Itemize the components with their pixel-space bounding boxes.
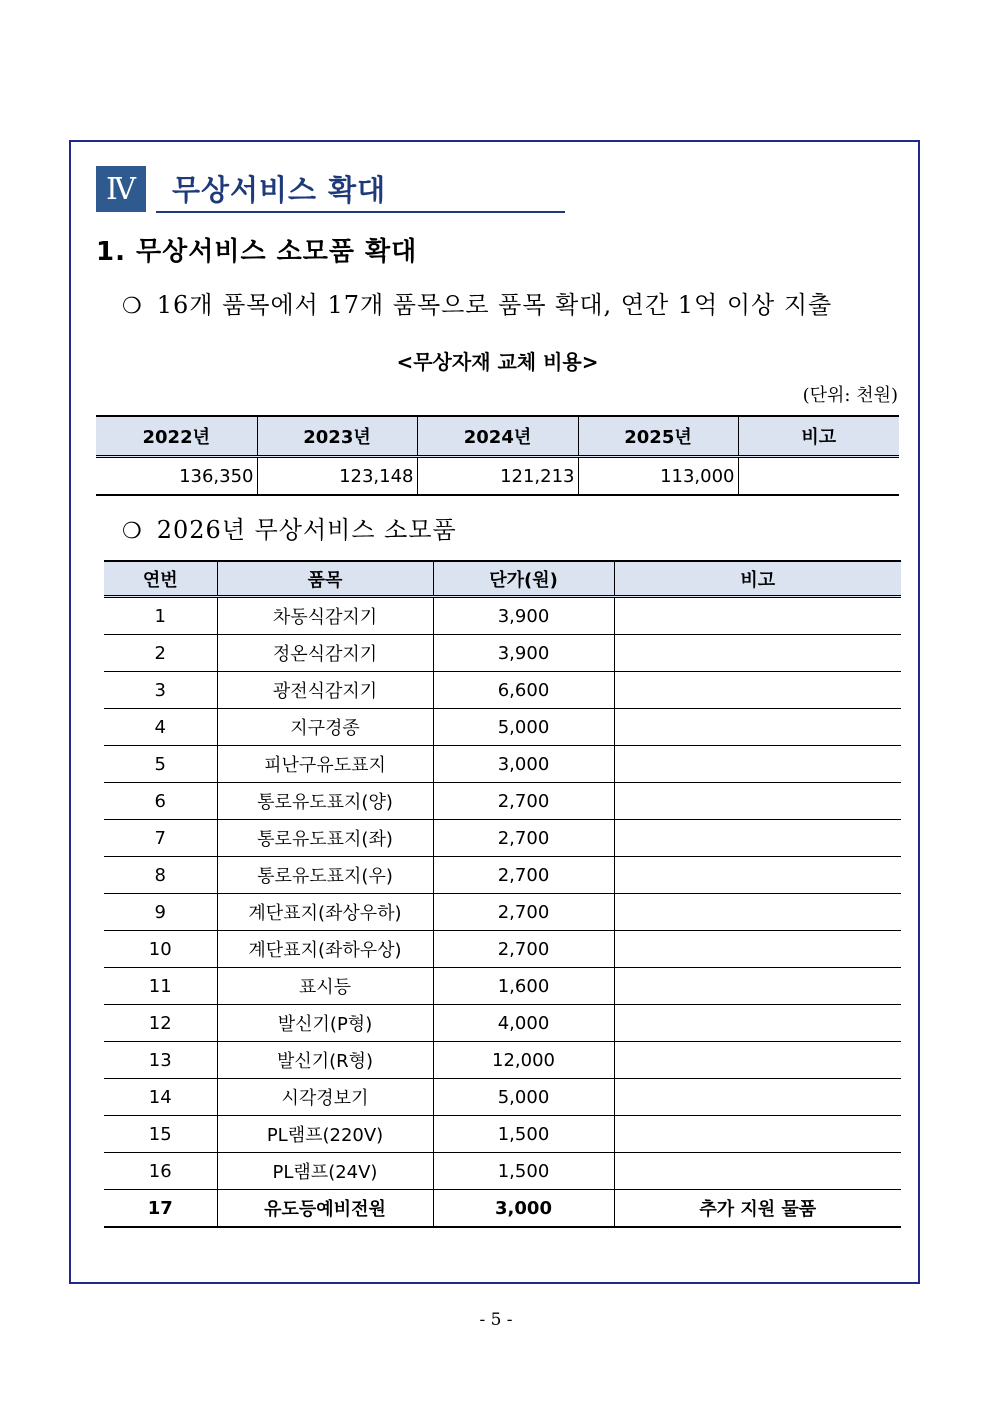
item-price-cell: 2,700	[433, 857, 614, 894]
item-price-cell: 3,900	[433, 635, 614, 672]
items-table-row	[104, 635, 901, 672]
item-price-cell: 6,600	[433, 672, 614, 709]
item-number-cell: 12	[104, 1005, 217, 1042]
item-name-cell: 정온식감지기	[217, 635, 433, 672]
items-table-row	[104, 783, 901, 820]
item-price-cell: 3,900	[433, 597, 614, 635]
items-table-row	[104, 931, 901, 968]
item-note-cell	[614, 931, 901, 968]
item-note-cell	[614, 783, 901, 820]
item-name-cell: 지구경종	[217, 709, 433, 746]
item-note-cell	[614, 597, 901, 635]
page-number: - 5 -	[479, 1310, 513, 1330]
circle-bullet-icon: ❍	[122, 294, 143, 319]
item-name-cell: PL램프(24V)	[217, 1153, 433, 1190]
item-number-cell: 5	[104, 746, 217, 783]
cost-header-cell: 2025년	[578, 416, 738, 457]
items-table-row	[104, 1153, 901, 1190]
item-price-cell: 1,600	[433, 968, 614, 1005]
item-number-cell: 1	[104, 597, 217, 635]
item-number-cell: 17	[104, 1190, 217, 1228]
items-table-header-row	[104, 561, 901, 597]
item-price-cell: 4,000	[433, 1005, 614, 1042]
cost-header-cell: 2022년	[96, 416, 257, 457]
item-number-cell: 15	[104, 1116, 217, 1153]
cost-table-header-row	[96, 416, 899, 457]
item-name-cell: 차동식감지기	[217, 597, 433, 635]
item-note-cell	[614, 857, 901, 894]
items-table-row	[104, 1190, 901, 1228]
cost-table	[96, 415, 899, 496]
item-name-cell: 통로유도표지(양)	[217, 783, 433, 820]
items-table-row	[104, 709, 901, 746]
item-note-cell	[614, 894, 901, 931]
item-number-cell: 9	[104, 894, 217, 931]
items-table	[104, 560, 901, 1228]
cost-header-cell: 2024년	[417, 416, 578, 457]
item-price-cell: 12,000	[433, 1042, 614, 1079]
section-number-badge: Ⅳ	[96, 166, 146, 212]
items-table-row	[104, 672, 901, 709]
item-note-cell	[614, 1116, 901, 1153]
cost-table-row	[96, 457, 899, 496]
item-name-cell: 유도등예비전원	[217, 1190, 433, 1228]
item-name-cell: PL램프(220V)	[217, 1116, 433, 1153]
item-number-cell: 14	[104, 1079, 217, 1116]
item-note-cell	[614, 709, 901, 746]
item-name-cell: 통로유도표지(좌)	[217, 820, 433, 857]
item-note-cell	[614, 1005, 901, 1042]
cost-cell: 113,000	[578, 457, 738, 496]
item-number-cell: 7	[104, 820, 217, 857]
items-table-row	[104, 1079, 901, 1116]
items-header-cell: 품목	[217, 561, 433, 597]
item-name-cell: 계단표지(좌상우하)	[217, 894, 433, 931]
items-table-row	[104, 894, 901, 931]
item-name-cell: 시각경보기	[217, 1079, 433, 1116]
section-title: 무상서비스 확대	[172, 173, 387, 207]
item-note-cell	[614, 746, 901, 783]
item-number-cell: 3	[104, 672, 217, 709]
cost-cell	[738, 457, 899, 496]
item-number-cell: 13	[104, 1042, 217, 1079]
item-name-cell: 광전식감지기	[217, 672, 433, 709]
items-table-row	[104, 746, 901, 783]
cost-header-cell: 2023년	[257, 416, 417, 457]
item-price-cell: 3,000	[433, 746, 614, 783]
items-table-row	[104, 820, 901, 857]
cost-cell: 121,213	[417, 457, 578, 496]
items-table-row	[104, 1042, 901, 1079]
item-price-cell: 5,000	[433, 709, 614, 746]
item-note-cell	[614, 1079, 901, 1116]
item-price-cell: 2,700	[433, 931, 614, 968]
item-price-cell: 3,000	[433, 1190, 614, 1228]
cost-table-caption: <무상자재 교체 비용>	[396, 350, 599, 374]
item-name-cell: 발신기(P형)	[217, 1005, 433, 1042]
cost-cell: 123,148	[257, 457, 417, 496]
item-note-cell	[614, 820, 901, 857]
item-number-cell: 11	[104, 968, 217, 1005]
item-price-cell: 2,700	[433, 894, 614, 931]
items-header-cell: 연번	[104, 561, 217, 597]
item-note-cell	[614, 968, 901, 1005]
circle-bullet-icon: ❍	[122, 519, 143, 544]
item-number-cell: 10	[104, 931, 217, 968]
item-price-cell: 1,500	[433, 1116, 614, 1153]
items-header-cell: 비고	[614, 561, 901, 597]
section-title-underline	[156, 211, 565, 213]
item-price-cell: 2,700	[433, 783, 614, 820]
item-name-cell: 계단표지(좌하우상)	[217, 931, 433, 968]
items-table-row	[104, 1116, 901, 1153]
item-price-cell: 5,000	[433, 1079, 614, 1116]
bullet-text: 16개 품목에서 17개 품목으로 품목 확대, 연간 1억 이상 지출	[156, 291, 833, 319]
item-name-cell: 피난구유도표지	[217, 746, 433, 783]
items-table-row	[104, 1005, 901, 1042]
bullet-item	[122, 285, 832, 320]
items-table-row	[104, 597, 901, 635]
items-table-row	[104, 857, 901, 894]
cost-cell: 136,350	[96, 457, 257, 496]
item-price-cell: 2,700	[433, 820, 614, 857]
item-number-cell: 8	[104, 857, 217, 894]
item-note-cell	[614, 1153, 901, 1190]
subsection-title: 1. 무상서비스 소모품 확대	[96, 237, 418, 267]
item-note-cell	[614, 672, 901, 709]
items-table-row	[104, 968, 901, 1005]
item-name-cell: 표시등	[217, 968, 433, 1005]
cost-header-cell: 비고	[738, 416, 899, 457]
item-note-cell: 추가 지원 물품	[614, 1190, 901, 1228]
item-number-cell: 4	[104, 709, 217, 746]
bullet-item	[122, 510, 457, 545]
item-number-cell: 16	[104, 1153, 217, 1190]
item-number-cell: 2	[104, 635, 217, 672]
item-name-cell: 발신기(R형)	[217, 1042, 433, 1079]
cost-table-unit: (단위: 천원)	[802, 385, 898, 406]
item-name-cell: 통로유도표지(우)	[217, 857, 433, 894]
bullet-text: 2026년 무상서비스 소모품	[156, 516, 457, 544]
item-note-cell	[614, 635, 901, 672]
item-price-cell: 1,500	[433, 1153, 614, 1190]
item-number-cell: 6	[104, 783, 217, 820]
items-header-cell: 단가(원)	[433, 561, 614, 597]
item-note-cell	[614, 1042, 901, 1079]
